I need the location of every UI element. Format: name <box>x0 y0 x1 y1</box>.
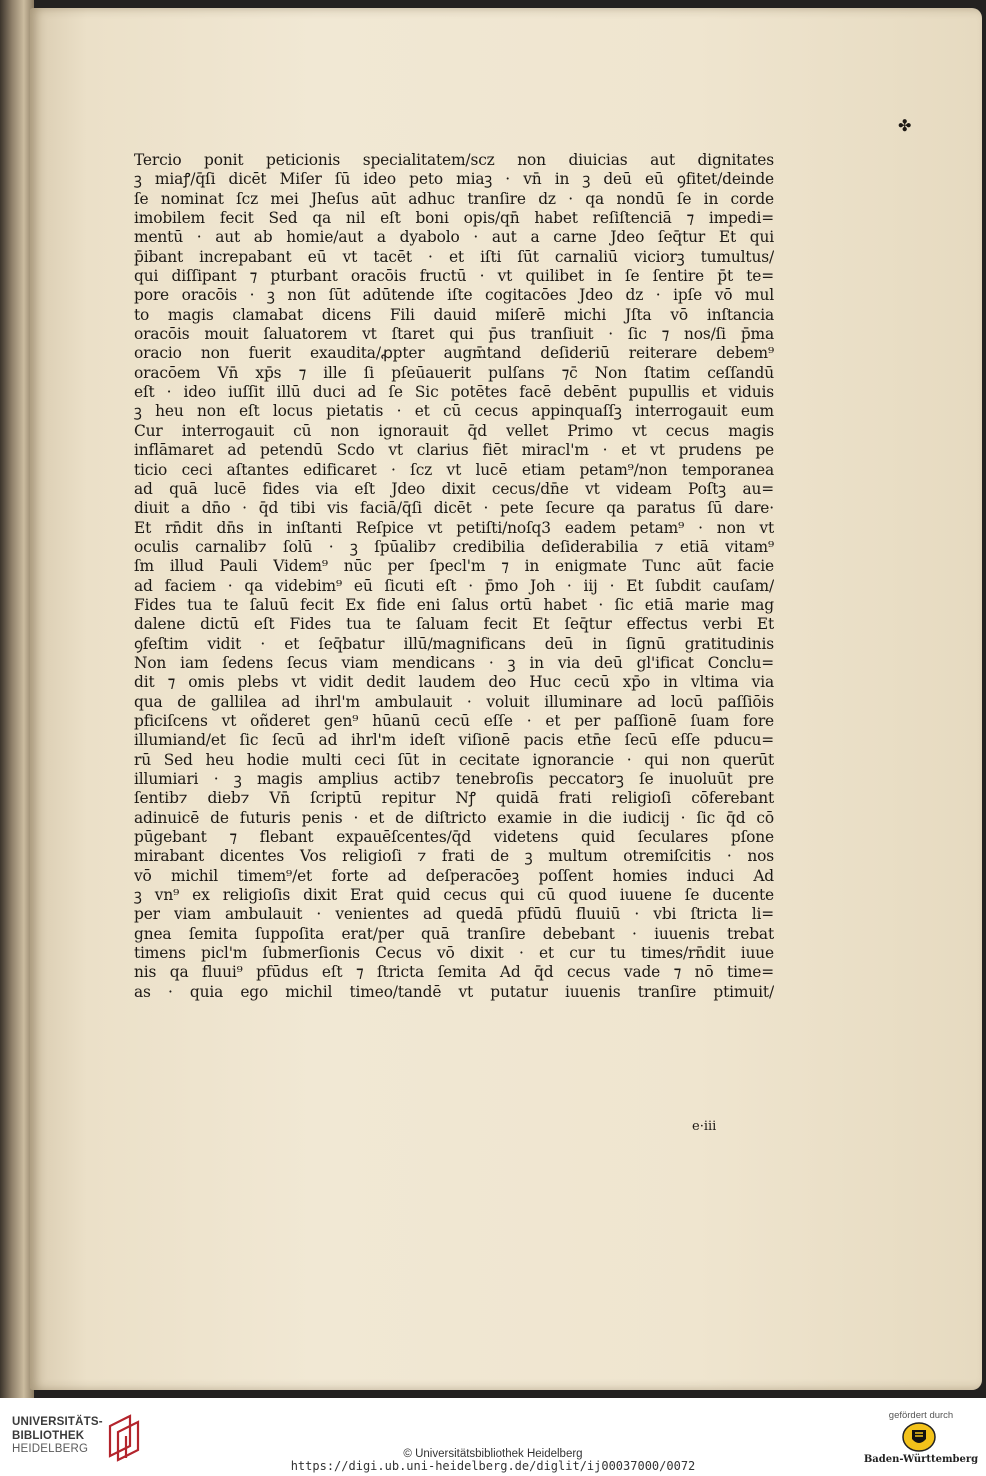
text-line: inflāmaret ad petendū Scdo vt clarius fiēt miracl'm · et vt prudens pe <box>134 441 774 460</box>
permalink[interactable]: https://digi.ub.uni-heidelberg.de/diglit/ij00037000/0072 <box>290 1459 696 1473</box>
text-line: oracōis mouit ſaluatorem vt ſtaret qui p̄us tranſiuit · ſic ⁊ nos/ſi p̄ma <box>134 325 774 344</box>
text-line: Non iam ſedens ſecus viam mendicans · ꝫ in via deū gl'ificat Conclu= <box>134 653 774 672</box>
library-name-line2: BIBLIOTHEK <box>12 1429 85 1442</box>
text-line: imobilem fecit Sed qa nil eſt boni opis/qn̄ habet reſiſtenciā ⁊ impedi= <box>134 209 774 228</box>
text-line: ſe nominat ſcz mei Jheſus aūt adhuc tranſire d̄z · qa nondū ſe in corde <box>134 189 774 208</box>
text-line: Cur interrogauit cū non ignorauit q̄d vellet Primo vt cecus magis <box>134 421 774 440</box>
text-line: dalene dictū eſt Fides tua te ſaluam fecit Et ſeq̄tur effectus verbi Et <box>134 615 774 634</box>
facing-page-edge <box>0 0 34 1398</box>
text-line: mirabant dicentes Vos religioſi ⁊ frati de ꝫ multum otremiſcitis · nos <box>134 847 774 866</box>
text-line: ꝫ vn⁹ ex religioſis dixit Erat quid cecus qui cū quod iuuene ſe ducente <box>134 886 774 905</box>
text-block <box>134 151 774 1002</box>
text-line: oracio non fuerit exaudita/ꝓpter augm̄tand deſideriū reiterare debem⁹ <box>134 344 774 363</box>
library-city: HEIDELBERG <box>12 1443 89 1455</box>
text-line: p̄ibant increpabant eū vt tacēt · et iſti ſūt carnaliū viciorꝫ tumultus/ <box>134 247 774 266</box>
text-line: Tercio ponit peticionis specialitatem/scz non diuicias aut dignitates <box>134 151 774 169</box>
text-line: Fides tua te ſaluū fecit Ex fide eni ſalus ortū habet · ſic etiā marie mag <box>134 595 774 614</box>
text-line: adinuicē de futuris penis · et de diſtricto examie in die iudicij · ſic q̄d cō <box>134 808 774 827</box>
text-line: ꝯfeſtim vidit · et ſeq̄batur illū/magnificans deū in ſignū gratitudinis <box>134 634 774 653</box>
text-line: ticio ceci aſtantes edificaret · ſcz vt lucē etiam petam⁹/non temporanea <box>134 460 774 479</box>
text-line: vō michil timem⁹/et forte ad deſperacōeꝫ poſſent homies induci Ad <box>134 866 774 885</box>
text-line: rū Sed heu hodie multi ceci ſūt in cecitate ignorancie · qui non querūt <box>134 750 774 769</box>
funding-label: gefördert durch <box>888 1410 954 1421</box>
text-line: illumiari · ꝫ magis amplius actib⁊ tenebroſis peccatorꝫ ſe inuoluūt pre <box>134 770 774 788</box>
text-line: oracōem Vn̄ xp̄s ⁊ ille ſi pſeūauerit pulſans ⁊c̄ Non ſtatim ceſſandū <box>134 363 774 382</box>
text-line: ſm illud Pauli Videm⁹ nūc per ſpecl'm ⁊ in enigmate Tunc aūt facie <box>134 557 774 576</box>
library-name-line1: UNIVERSITÄTS- <box>12 1416 103 1428</box>
text-line: illumiand/et ſic ſecū ad ihrl'm ideſt viſionē pacis etn̄e ſecū eſſe pducu= <box>134 731 774 750</box>
text-line: to magis clamabat dicens Fili dauid miſerē michi Jſta vō inſtancia <box>134 305 774 324</box>
text-line: oculis carnalib⁊ ſolū · ꝫ ſpūalib⁊ credibilia deſiderabilia ⁊ etiā vitam⁹ <box>134 537 774 556</box>
signature-mark: e·iii <box>692 1119 717 1134</box>
text-line: gnea ſemita ſuppoſita erat/per quā tranſire debebant · iuuenis trebat <box>134 924 774 943</box>
text-line: timens picl'm ſubmerſionis Cecus vō dixit · et cur tu times/rn̄dit iuue <box>134 944 774 963</box>
corner-ornament: ✤ <box>898 116 912 135</box>
text-line: ꝫ heu non eſt locus pietatis · et cū cecus appinquaſſꝫ interrogauit eum <box>134 402 774 421</box>
text-line: Et rn̄dit dn̄s in inſtanti Reſpice vt petiſti/noſq3 eadem petam⁹ · non vt <box>134 518 774 537</box>
text-line: ad faciem · qa videbim⁹ eū ſicuti eſt · p̄mo Joh · iij · Et ſubdit cauſam/ <box>134 576 774 595</box>
state-coat-of-arms-icon[interactable] <box>902 1422 936 1452</box>
copyright-notice: © Universitätsbibliothek Heidelberg <box>403 1448 583 1460</box>
text-line: pficiſcens vt oñderet gen⁹ hūanū cecū eſſe · et per paſſionē ſuam fore <box>134 711 774 730</box>
text-line: as · quia ego michil timeo/tandē vt putatur iuuenis tranſire ptimuit/ <box>134 982 774 1001</box>
state-name: Baden-Württemberg <box>863 1454 979 1465</box>
text-line: pore oracōis · ꝫ non ſūt adūtende iſte cogitacōes Jdeo d̄z · ipſe vō mul <box>134 286 774 305</box>
text-line: eſt · ideo iuſſit illū duci ad ſe Sic potētes facē debēnt pupullis et viduis <box>134 383 774 402</box>
text-line: nis qa fluui⁹ pfūdus eſt ⁊ ſtricta ſemita Ad q̄d cecus vade ⁊ nō time= <box>134 963 774 982</box>
text-line: ad quā lucē fides via eſt Jdeo dixit cecus/dn̄e vt videam Poſtꝫ au= <box>134 479 774 498</box>
text-line: ſentib⁊ dieb⁊ Vn̄ ſcriptū repitur Nꝭ quidā frati religioſi cōferebant <box>134 789 774 808</box>
text-line: qui diſſipant ⁊ pturbant oracōis fructū · vt quilibet in ſe ſentire p̄t te= <box>134 267 774 286</box>
text-line: mentū · aut ab homie/aut a dyabolo · aut a carne Jdeo ſeq̄tur Et qui <box>134 228 774 247</box>
text-line: qua de gallilea ad ihrl'm ambulauit · voluit illuminare ad locū paſſiōis <box>134 692 774 711</box>
text-line: diuit a dn̄o · q̄d tibi vis faciā/q̄ſi dicēt · pete ſecure qa paratus ſū dare· <box>134 499 774 518</box>
book-page <box>30 8 982 1390</box>
text-line: pūgebant ⁊ flebant expauēſcentes/q̄d videtens quid ſeculares pſone <box>134 828 774 847</box>
footer <box>0 1398 986 1476</box>
text-line: dit ⁊ omis plebs vt vidit dedit laudem deo Huc cecū xp̄o in vltima via <box>134 673 774 692</box>
text-line: per viam ambulauit · venientes ad quedā pfūdū fluuiū · vbi ſtricta li= <box>134 905 774 924</box>
text-line: ꝫ miaꝭ/q̄ſi dicēt Miſer ſū ideo peto miaꝫ · vn̄ in ꝫ deū eū ꝯfitet/deinde <box>134 170 774 189</box>
